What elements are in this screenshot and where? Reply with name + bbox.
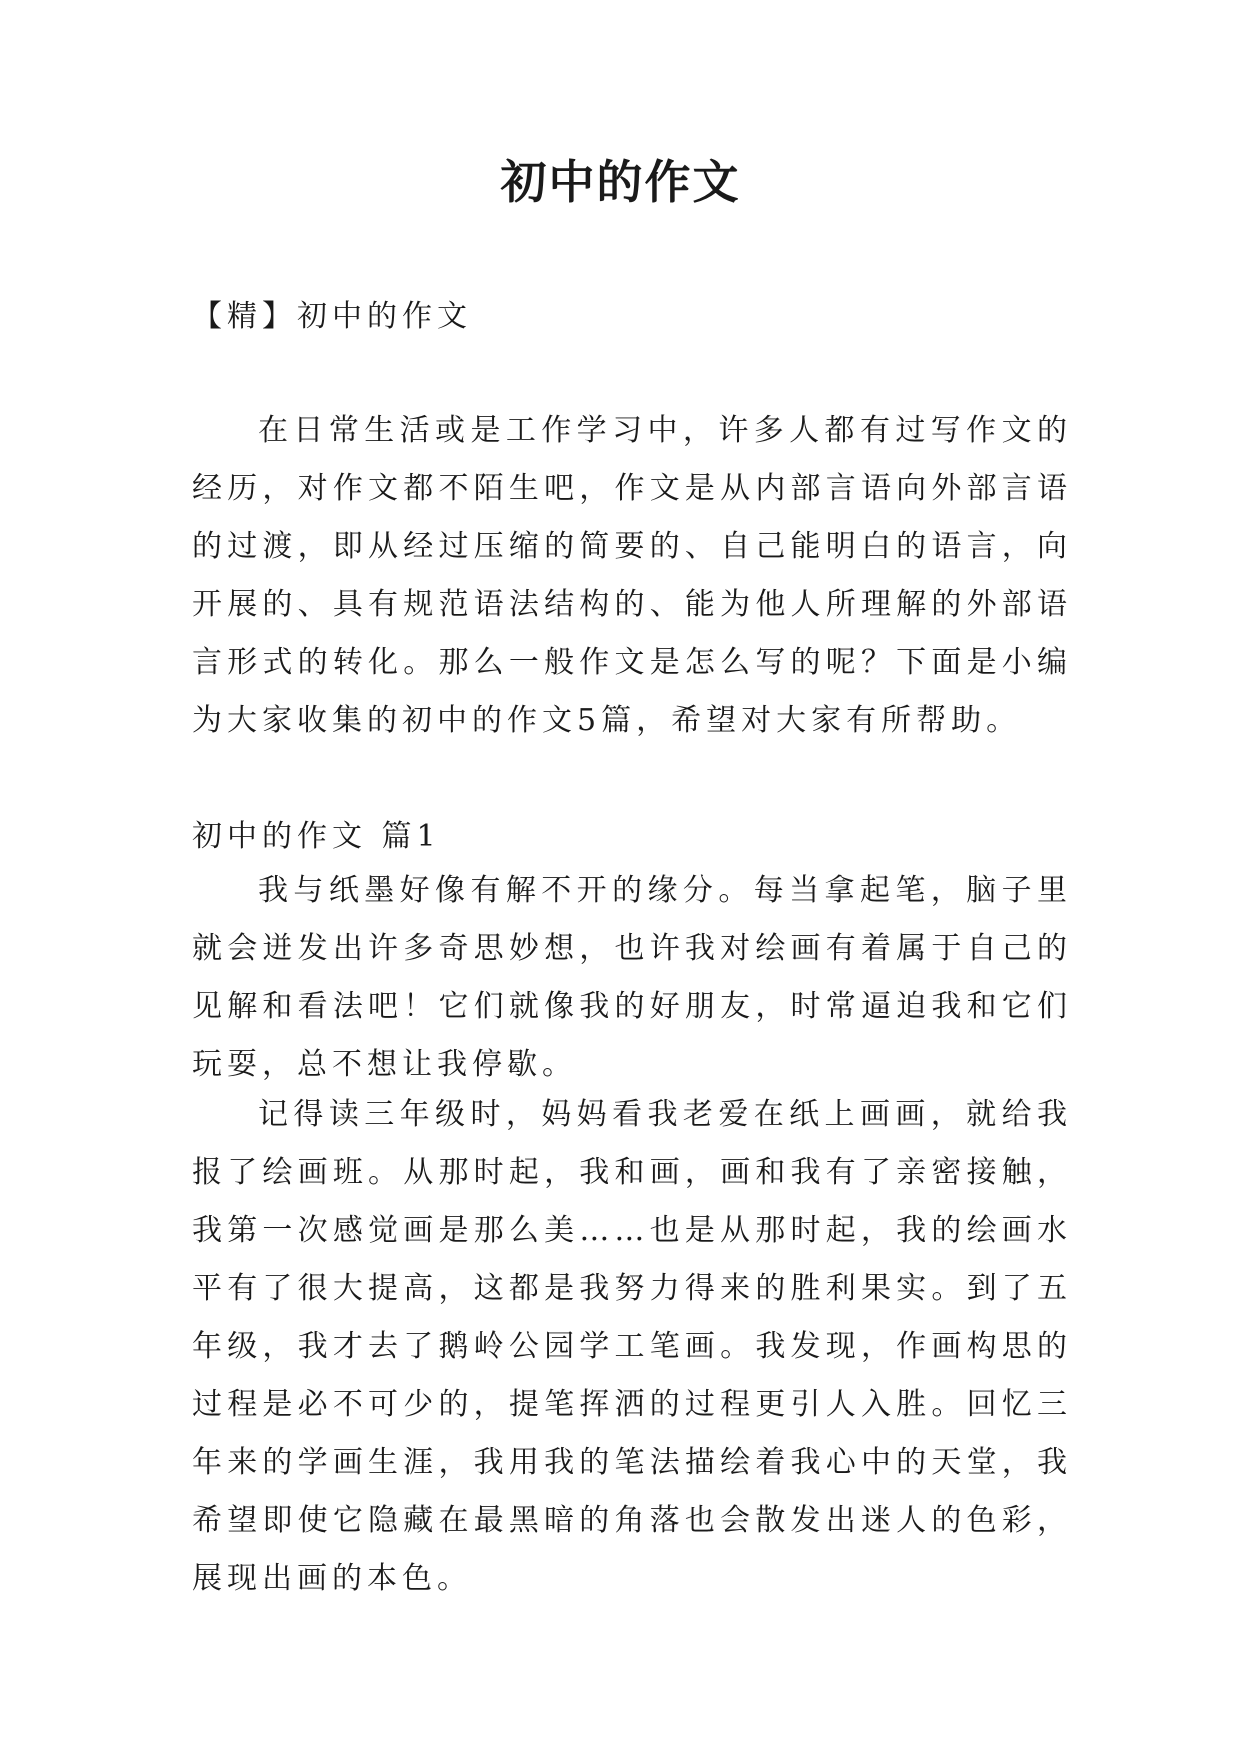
body-paragraph: 我与纸墨好像有解不开的缘分。每当拿起笔，脑子里就会迸发出许多奇思妙想，也许我对绘画有着属于自己的见解和看法吧！它们就像我的好朋友，时常逼迫我和它们玩耍，总不想让我停歇。	[192, 873, 1072, 1082]
intro-paragraph: 在日常生活或是工作学习中，许多人都有过写作文的经历，对作文都不陌生吧，作文是从内部言语向外部言语的过渡，即从经过压缩的简要的、自己能明白的语言，向开展的、具有规范语法结构的、能为他人所理解的外部语言形式的转化。那么一般作文是怎么写的呢？下面是小编为大家收集的初中的作文5篇，希望对大家有所帮助。	[192, 413, 1072, 738]
document-subtitle: 【精】初中的作文	[192, 299, 472, 334]
document-title: 初中的作文	[500, 155, 741, 209]
body-paragraph: 记得读三年级时，妈妈看我老爱在纸上画画，就给我报了绘画班。从那时起，我和画，画和我有了亲密接触，我第一次感觉画是那么美……也是从那时起，我的绘画水平有了很大提高，这都是我努力得来的胜利果实。到了五年级，我才去了鹅岭公园学工笔画。我发现，作画构思的过程是必不可少的，提笔挥洒的过程更引人入胜。回忆三年来的学画生涯，我用我的笔法描绘着我心中的天堂，我希望即使它隐藏在最黑暗的角落也会散发出迷人的色彩，展现出画的本色。	[192, 1097, 1072, 1596]
section-heading: 初中的作文 篇1	[192, 819, 441, 854]
